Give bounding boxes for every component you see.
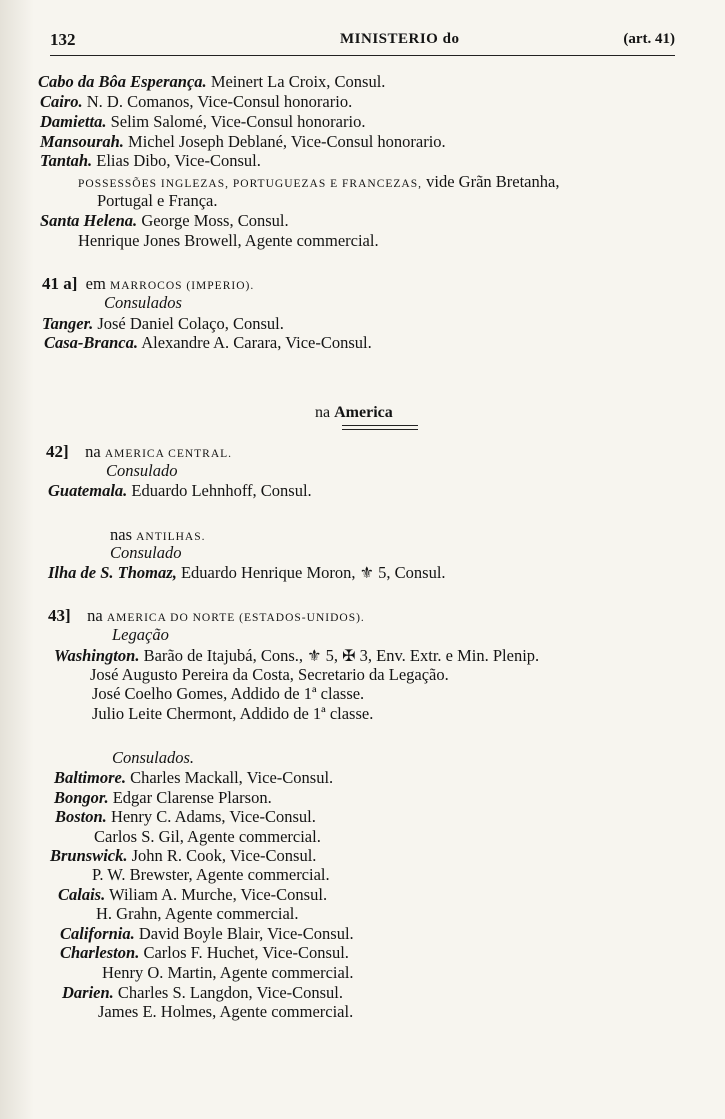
entry-line: Charleston. Carlos F. Huchet, Vice-Consul. [60, 943, 349, 962]
order-insignia-icon: ⚜ [307, 648, 322, 665]
staff-line: José Coelho Gomes, Addido de 1ª classe. [92, 684, 365, 703]
entry-line: Bongor. Edgar Clarense Plarson. [54, 788, 272, 807]
entry-line: Casa-Branca. Alexandre A. Carara, Vice-Consul. [44, 333, 372, 352]
staff-line: Julio Leite Chermont, Addido de 1ª classe. [92, 704, 374, 723]
cross-insignia-icon: ✠ [342, 648, 356, 665]
heading-underline [342, 425, 418, 430]
america-heading: na America [315, 404, 393, 421]
subheading: Legação [112, 625, 169, 644]
entry-line: Washington. Barão de Itajubá, Cons., ⚜ 5, ✠ 3, Env. Extr. e Min. Plenip. [54, 646, 540, 665]
subheading: Consulados. [112, 748, 195, 767]
entry-line: Carlos S. Gil, Agente commercial. [94, 827, 321, 846]
entry-line: Darien. Charles S. Langdon, Vice-Consul. [62, 983, 344, 1002]
entry-line: Ilha de S. Thomaz, Eduardo Henrique Moron, ⚜ 5, Consul. [48, 563, 446, 582]
entry-line: James E. Holmes, Agente commercial. [98, 1002, 354, 1021]
section-43-heading: 43] na AMERICA DO NORTE (ESTADOS-UNIDOS). [48, 606, 365, 625]
entry-line: H. Grahn, Agente commercial. [96, 904, 299, 923]
entry-line: Tanger. José Daniel Colaço, Consul. [42, 314, 284, 333]
order-insignia-icon: ⚜ [359, 565, 375, 582]
possessoes-line: POSSESSÕES INGLEZAS, PORTUGUEZAS E FRANCEZAS, vide Grãn Bretanha, [78, 172, 560, 191]
staff-line: José Augusto Pereira da Costa, Secretario da Legação. [90, 665, 449, 684]
subheading: Consulado [110, 543, 182, 562]
entry-line: Santa Helena. George Moss, Consul. [40, 211, 289, 230]
entry-line: California. David Boyle Blair, Vice-Consul. [60, 924, 354, 943]
subheading: Consulados [104, 293, 182, 312]
entry-line: Boston. Henry C. Adams, Vice-Consul. [55, 807, 316, 826]
agent-line: Henrique Jones Browell, Agente commercial. [78, 231, 379, 250]
header-rule [50, 55, 675, 56]
entry-line: Mansourah. Michel Joseph Deblané, Vice-Consul honorario. [40, 132, 446, 151]
entry-line: Brunswick. John R. Cook, Vice-Consul. [50, 846, 317, 865]
page-number: 132 [50, 30, 76, 49]
entry-line: Baltimore. Charles Mackall, Vice-Consul. [54, 768, 334, 787]
page-binding-edge [0, 0, 34, 1119]
antilhas-heading: nas ANTILHAS. [110, 525, 206, 544]
entry-line: Damietta. Selim Salomé, Vice-Consul honorario. [40, 112, 366, 131]
running-title: MINISTERIO do [340, 31, 460, 47]
possessoes-cont: Portugal e França. [97, 191, 218, 210]
page-header [50, 30, 675, 52]
entry-line: Cairo. N. D. Comanos, Vice-Consul honorario. [40, 92, 353, 111]
entry-line: Cabo da Bôa Esperança. Meinert La Croix, Consul. [38, 72, 386, 91]
section-42-heading: 42] na AMERICA CENTRAL. [46, 442, 233, 461]
subheading: Consulado [106, 461, 178, 480]
entry-line: Tantah. Elias Dibo, Vice-Consul. [40, 151, 261, 170]
entry-line: Henry O. Martin, Agente commercial. [102, 963, 354, 982]
entry-line: Guatemala. Eduardo Lehnhoff, Consul. [48, 481, 312, 500]
entry-line: P. W. Brewster, Agente commercial. [92, 865, 330, 884]
article-reference: (art. 41) [623, 31, 675, 47]
section-41a-heading: 41 a] em MARROCOS (IMPERIO). [42, 274, 255, 293]
entry-line: Calais. Wiliam A. Murche, Vice-Consul. [58, 885, 328, 904]
